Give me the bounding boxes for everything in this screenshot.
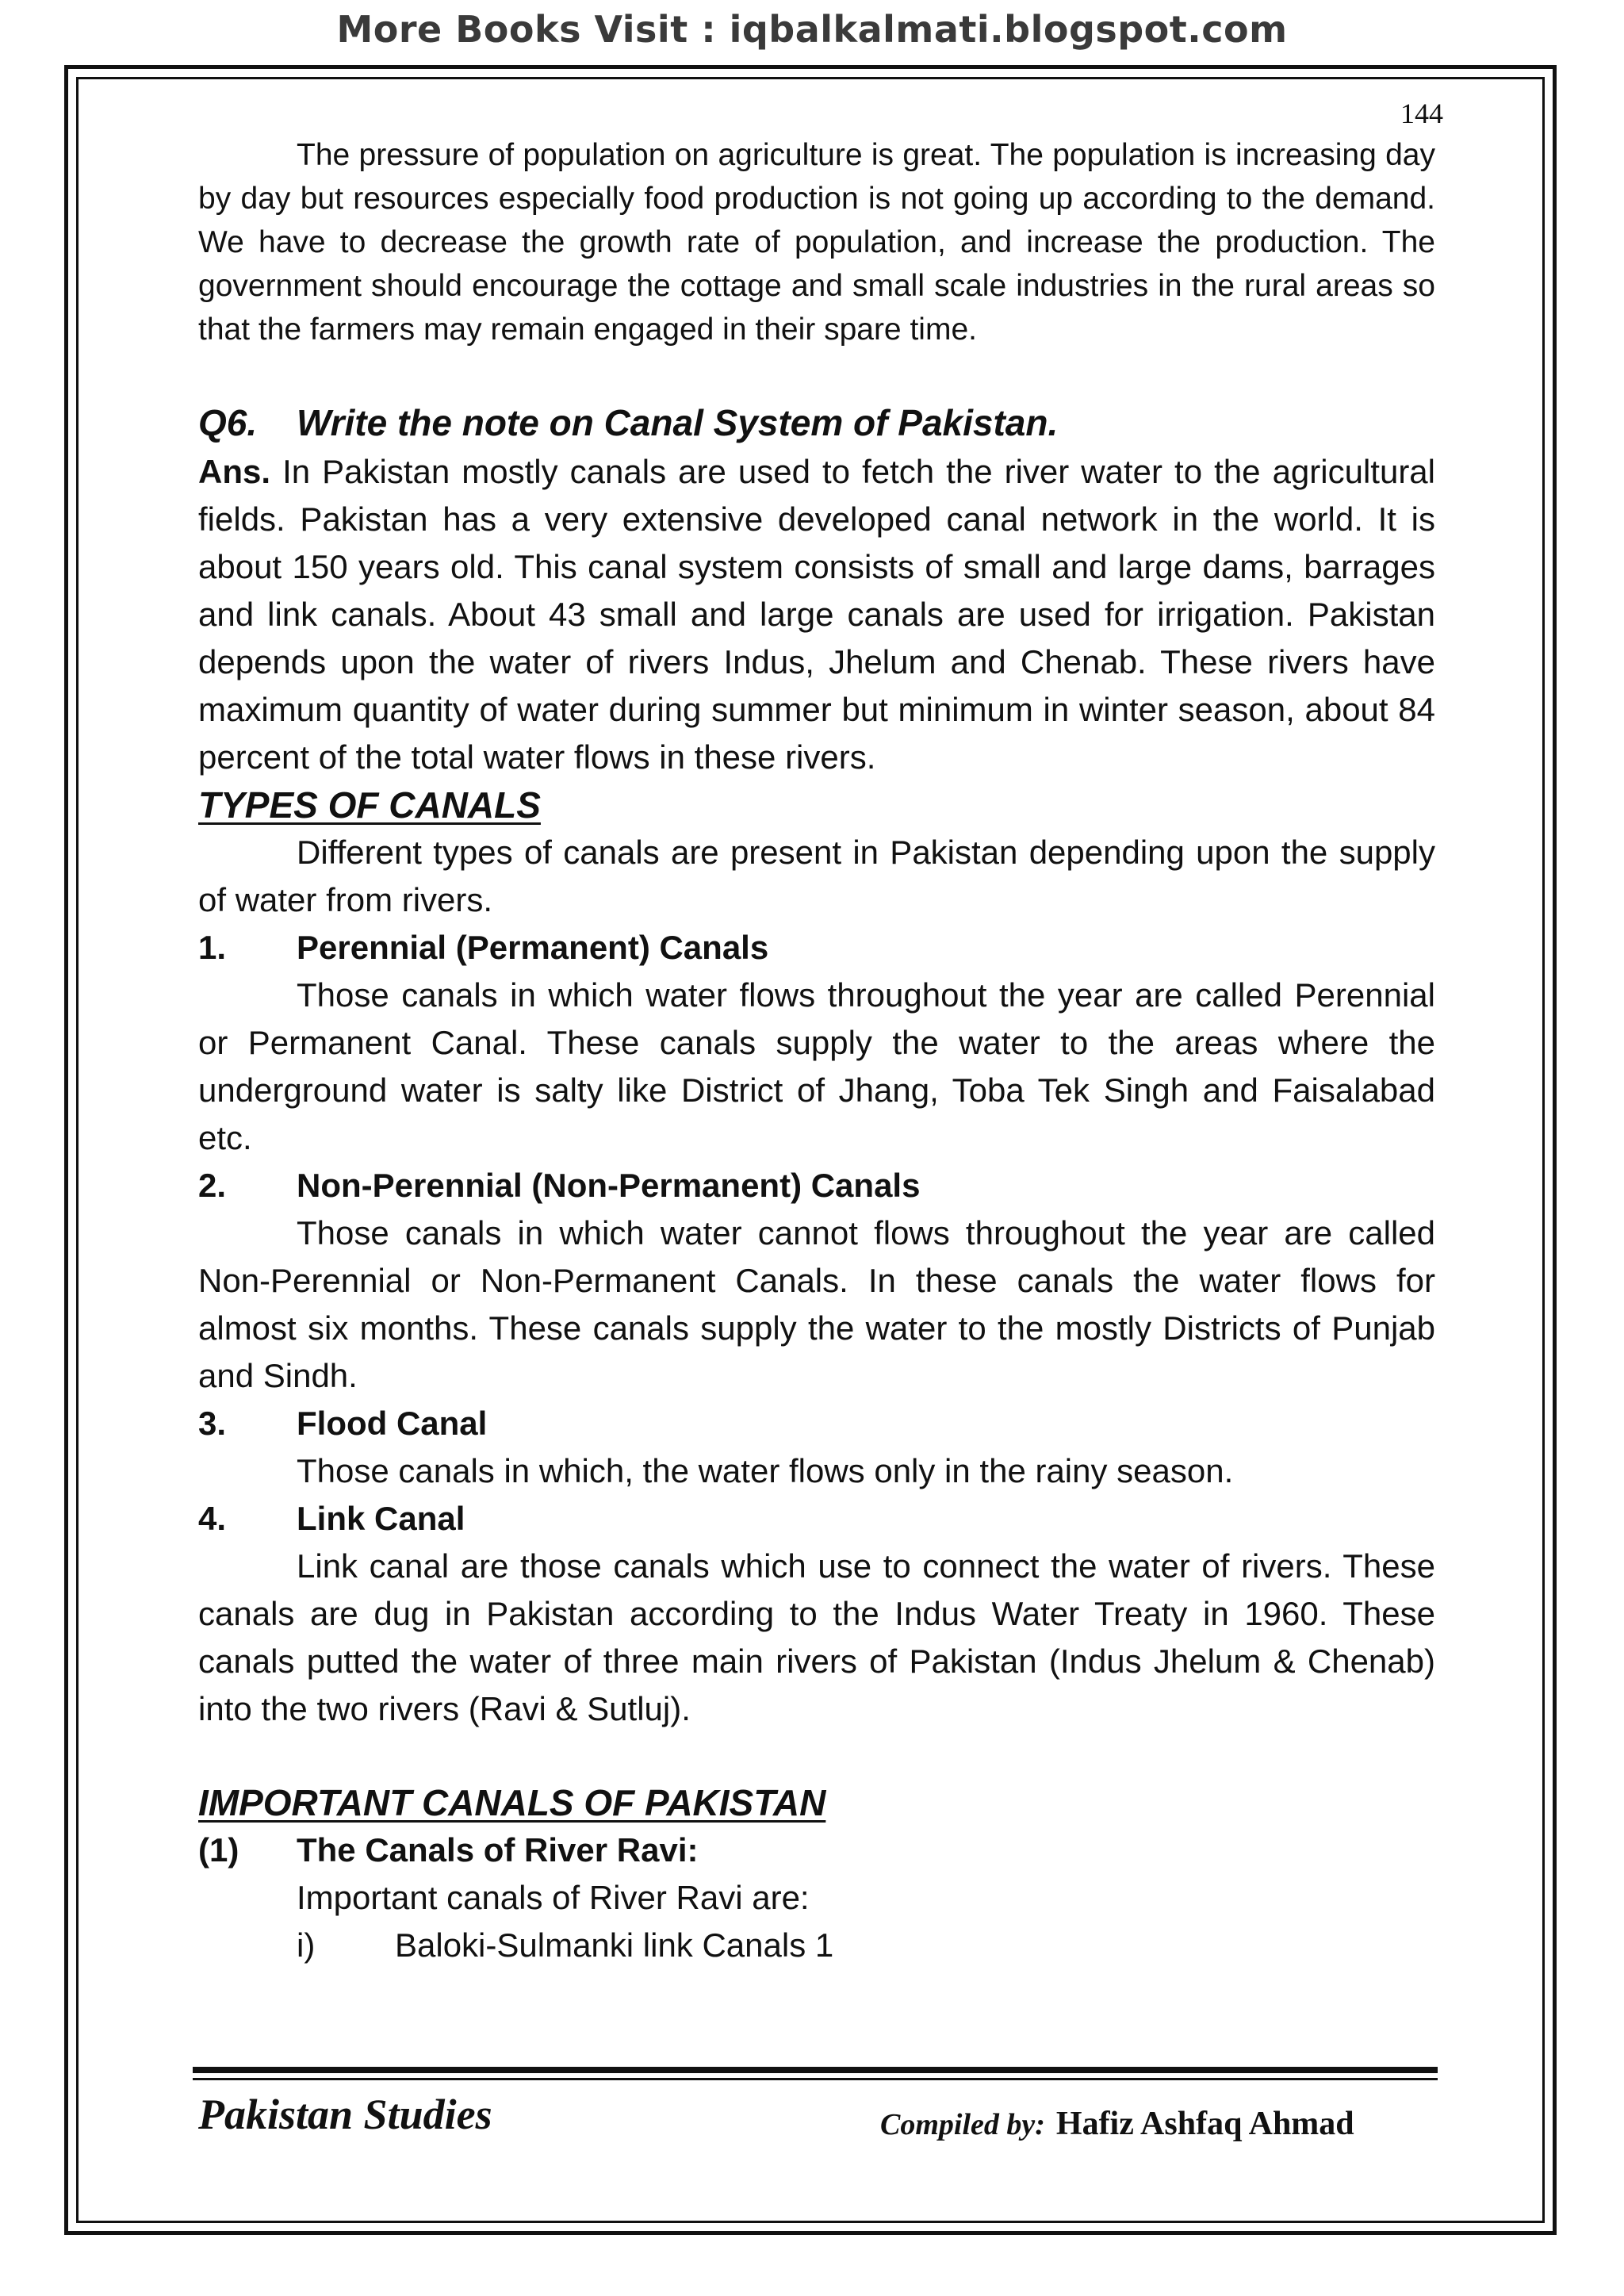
canal-type-title: Non-Perennial (Non-Permanent) Canals xyxy=(297,1167,921,1204)
river-ravi-intro: Important canals of River Ravi are: xyxy=(297,1879,810,1916)
canal-type-heading-3 xyxy=(198,1400,1435,1447)
intro-paragraph: The pressure of population on agriculture is great. The population is increasing day by day but resources especially food production is not going up according to the demand. We have to decrease the growth rate of population, and increase the production. The government should encourage the cottage and small scale industries in the rural areas so that the farmers may remain engaged in their spare time. xyxy=(198,138,1435,347)
question-text: Write the note on Canal System of Pakistan. xyxy=(297,402,1059,443)
types-intro: Different types of canals are present in Pakistan depending upon the supply of water from rivers. xyxy=(198,834,1435,918)
footer-author: Hafiz Ashfaq Ahmad xyxy=(1055,2106,1354,2142)
footer-credit xyxy=(880,2100,1354,2155)
canal-type-title: Perennial (Permanent) Canals xyxy=(297,929,769,966)
page-content xyxy=(198,133,1435,1969)
canal-type-text-2: Those canals in which water cannot flows throughout the year are called Non-Perennial or Non-Permanent Canals. In these canals the water flows for almost six months. These canals supply the water to the mostly Districts of Punjab and Sindh. xyxy=(198,1214,1435,1394)
answer-label: Ans. xyxy=(198,453,271,490)
canal-type-title: Flood Canal xyxy=(297,1405,488,1442)
canal-type-heading-2 xyxy=(198,1162,1435,1209)
river-ravi-title: The Canals of River Ravi: xyxy=(297,1831,699,1869)
answer-text: In Pakistan mostly canals are used to fetch the river water to the agricultural fields. Pakistan has a very extensive developed canal network in the world. It is about 150 years old. This canal system consists of small and large dams, barrages and link canals. About 43 small and large canals are used for irrigation. Pakistan depends upon the water of rivers Indus, Jhelum and Chenab. These rivers have maximum quantity of water during summer but minimum in winter season, about 84 percent of the total water flows in these rivers. xyxy=(198,453,1435,776)
important-canals-heading: IMPORTANT CANALS OF PAKISTAN xyxy=(198,1782,826,1823)
canal-type-text-1: Those canals in which water flows throughout the year are called Perennial or Permanent Canal. These canals supply the water to the areas where the underground water is salty like District of Jhang, Toba Tek Singh and Faisalabad etc. xyxy=(198,976,1435,1156)
canal-type-text-3: Those canals in which, the water flows only in the rainy season. xyxy=(297,1452,1234,1489)
footer-rule-thin xyxy=(193,2078,1438,2080)
footer-book-title: Pakistan Studies xyxy=(198,2091,492,2138)
list-item xyxy=(198,1922,1435,1969)
canal-type-number: 4. xyxy=(198,1500,227,1537)
canal-type-title: Link Canal xyxy=(297,1500,465,1537)
canal-type-text-4: Link canal are those canals which use to connect the water of rivers. These canals are dug in Pakistan according to the Indus Water Treaty in 1960. These canals putted the water of three main rivers of Pakistan (Indus Jhelum & Chenab) into the two rivers (Ravi & Sutluj). xyxy=(198,1547,1435,1727)
footer-compiled-by: Compiled by: xyxy=(880,2108,1045,2141)
list-marker: i) xyxy=(297,1926,316,1964)
site-banner: More Books Visit : iqbalkalmati.blogspot.com xyxy=(336,8,1288,51)
types-heading: TYPES OF CANALS xyxy=(198,784,541,826)
list-text: Baloki-Sulmanki link Canals 1 xyxy=(395,1926,834,1964)
page-number: 144 xyxy=(1400,98,1443,129)
canal-type-heading-1 xyxy=(198,924,1435,972)
river-ravi-heading xyxy=(198,1826,1435,1874)
river-ravi-number: (1) xyxy=(198,1831,239,1869)
answer-paragraph xyxy=(198,448,1435,781)
footer-rule-thick xyxy=(193,2067,1438,2073)
question-heading xyxy=(198,397,1435,448)
canal-type-number: 3. xyxy=(198,1405,227,1442)
canal-type-number: 2. xyxy=(198,1167,227,1204)
question-number: Q6. xyxy=(198,402,258,443)
canal-type-number: 1. xyxy=(198,929,227,966)
canal-type-heading-4 xyxy=(198,1495,1435,1543)
